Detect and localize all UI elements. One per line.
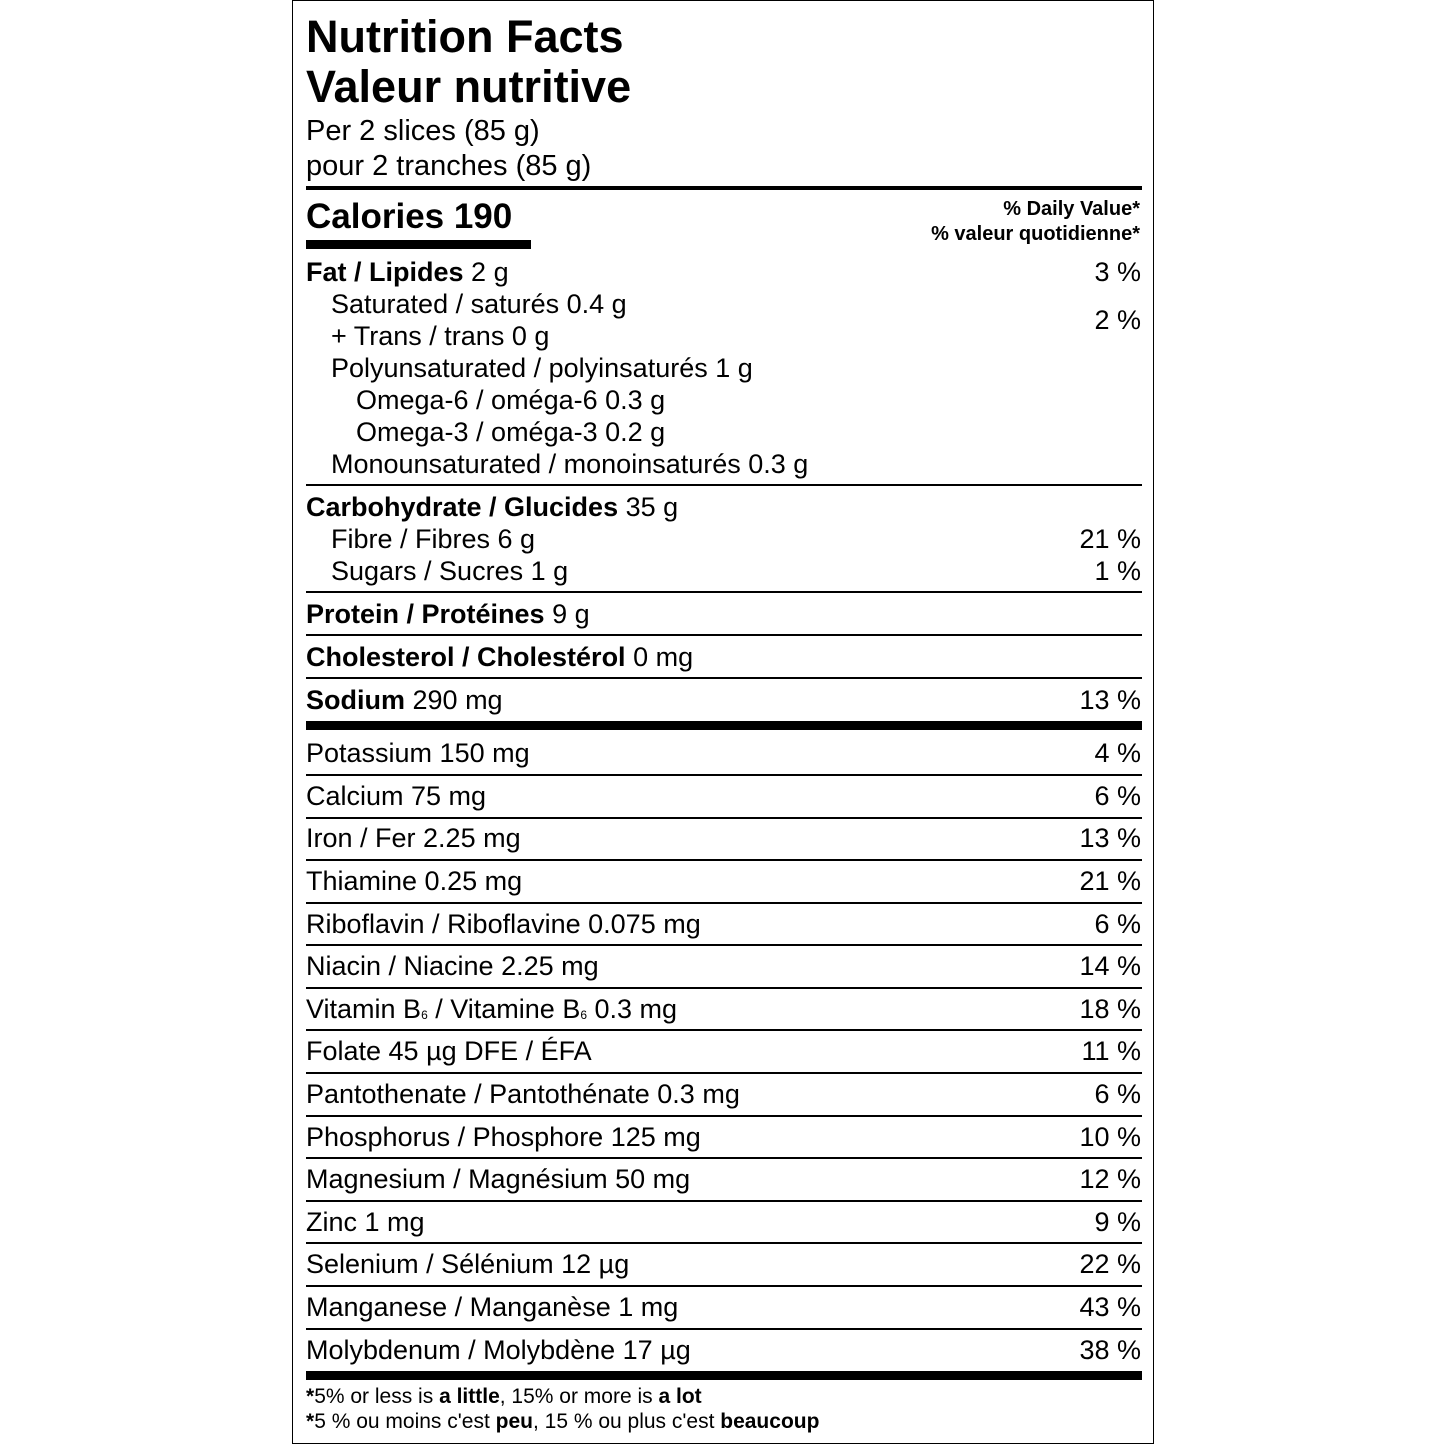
footnote-text: , 15 % ou plus c'est	[532, 1410, 721, 1433]
footnote-en	[306, 1384, 702, 1409]
daily-value-header-fr: % valeur quotidienne*	[931, 223, 1140, 245]
micro-dv: 18 %	[1079, 994, 1141, 1024]
micro-dv: 9 %	[1094, 1207, 1141, 1237]
trans-label: + Trans / trans 0 g	[331, 321, 550, 351]
micro-dv: 14 %	[1079, 951, 1141, 981]
carb-amount: 35 g	[625, 492, 679, 522]
micro-label: Manganese / Manganèse 1 mg	[306, 1292, 679, 1322]
omega6-label: Omega-6 / oméga-6 0.3 g	[356, 385, 666, 415]
subscript: 6	[421, 1008, 428, 1022]
protein-amount: 9 g	[552, 599, 590, 629]
divider	[306, 859, 1142, 861]
footnote-emph: a little	[439, 1385, 500, 1408]
cholesterol-amount: 0 mg	[633, 642, 694, 672]
calories-underline	[306, 240, 531, 249]
micro-dv: 12 %	[1079, 1164, 1141, 1194]
subscript: 6	[580, 1008, 588, 1022]
micro-label: Niacin / Niacine 2.25 mg	[306, 951, 599, 981]
divider	[306, 944, 1142, 946]
micro-label: Selenium / Sélénium 12 µg	[306, 1249, 630, 1279]
micro-dv: 6 %	[1094, 1079, 1141, 1109]
poly-label: Polyunsaturated / polyinsaturés 1 g	[331, 353, 753, 383]
divider	[306, 634, 1142, 636]
micro-dv: 10 %	[1079, 1122, 1141, 1152]
fat-amount: 2 g	[471, 257, 509, 287]
vitamin-b6-en: Vitamin B	[306, 994, 422, 1024]
micro-dv: 6 %	[1094, 781, 1141, 811]
fibre-dv: 21 %	[1079, 524, 1141, 554]
mono-label: Monounsaturated / monoinsaturés 0.3 g	[331, 449, 809, 479]
micro-label: Folate 45 µg DFE / ÉFA	[306, 1036, 592, 1066]
sodium-label: Sodium	[306, 685, 405, 715]
micro-label: Potassium 150 mg	[306, 738, 530, 768]
micro-label: Magnesium / Magnésium 50 mg	[306, 1164, 691, 1194]
footnote-text: , 15% or more is	[499, 1385, 659, 1408]
divider	[306, 902, 1142, 904]
protein-label: Protein / Protéines	[306, 599, 545, 629]
micro-label: Molybdenum / Molybdène 17 µg	[306, 1335, 691, 1365]
divider	[306, 1242, 1142, 1244]
micro-dv: 43 %	[1079, 1292, 1141, 1322]
micro-dv: 6 %	[1094, 909, 1141, 939]
divider	[306, 1115, 1142, 1117]
micro-dv: 13 %	[1079, 823, 1141, 853]
micro-dv: 22 %	[1079, 1249, 1141, 1279]
serving-size-fr: pour 2 tranches (85 g)	[306, 150, 592, 182]
micro-dv: 38 %	[1079, 1335, 1141, 1365]
micro-label: Pantothenate / Pantothénate 0.3 mg	[306, 1079, 740, 1109]
footnote-emph: a lot	[658, 1385, 702, 1408]
divider	[306, 591, 1142, 593]
divider-thick	[306, 1371, 1142, 1380]
vitamin-b6-amount: 0.3 mg	[587, 994, 678, 1024]
sugars-label: Sugars / Sucres 1 g	[331, 556, 569, 586]
sodium-amount: 290 mg	[412, 685, 503, 715]
divider	[306, 817, 1142, 819]
footnote-text: 5 % ou moins c'est	[314, 1410, 496, 1433]
footnote-emph: beaucoup	[720, 1410, 820, 1433]
fat-dv: 3 %	[1094, 257, 1141, 287]
footnote-text: 5% or less is	[314, 1385, 440, 1408]
cholesterol-label: Cholesterol / Cholestérol	[306, 642, 626, 672]
footnote-fr	[306, 1409, 819, 1434]
footnote-star: *	[306, 1410, 315, 1433]
micro-label: Riboflavin / Riboflavine 0.075 mg	[306, 909, 701, 939]
micro-label: Phosphorus / Phosphore 125 mg	[306, 1122, 701, 1152]
micro-label: Thiamine 0.25 mg	[306, 866, 523, 896]
micro-label: Zinc 1 mg	[306, 1207, 425, 1237]
divider	[306, 1157, 1142, 1159]
footnote-star: *	[306, 1385, 315, 1408]
divider	[306, 1072, 1142, 1074]
divider	[306, 677, 1142, 679]
micro-dv: 21 %	[1079, 866, 1141, 896]
divider	[306, 987, 1142, 989]
divider	[306, 1029, 1142, 1031]
divider	[306, 774, 1142, 776]
omega3-label: Omega-3 / oméga-3 0.2 g	[356, 417, 666, 447]
title-fr: Valeur nutritive	[306, 61, 632, 112]
micro-label: Iron / Fer 2.25 mg	[306, 823, 521, 853]
sugars-dv: 1 %	[1094, 556, 1141, 586]
divider	[306, 1328, 1142, 1330]
divider-thick	[306, 721, 1142, 730]
divider-thick	[306, 186, 1142, 190]
calories: Calories 190	[306, 197, 513, 236]
divider	[306, 1200, 1142, 1202]
nutrition-facts-label	[292, 0, 1154, 1444]
micro-label	[306, 993, 677, 1030]
divider	[306, 484, 1142, 486]
fat-label: Fat / Lipides	[306, 257, 464, 287]
carb-label: Carbohydrate / Glucides	[306, 492, 619, 522]
fibre-label: Fibre / Fibres 6 g	[331, 524, 536, 554]
sodium-dv: 13 %	[1079, 685, 1141, 715]
divider	[306, 1285, 1142, 1287]
serving-size-en: Per 2 slices (85 g)	[306, 115, 540, 147]
saturated-label: Saturated / saturés 0.4 g	[331, 289, 627, 319]
micro-dv: 4 %	[1094, 738, 1141, 768]
sat-trans-dv: 2 %	[1094, 305, 1141, 335]
micro-dv: 11 %	[1081, 1036, 1141, 1066]
micro-label: Calcium 75 mg	[306, 781, 487, 811]
daily-value-header-en: % Daily Value*	[1003, 198, 1140, 220]
title-en: Nutrition Facts	[306, 11, 624, 62]
vitamin-b6-fr: / Vitamine B	[427, 994, 581, 1024]
footnote-emph: peu	[495, 1410, 533, 1433]
